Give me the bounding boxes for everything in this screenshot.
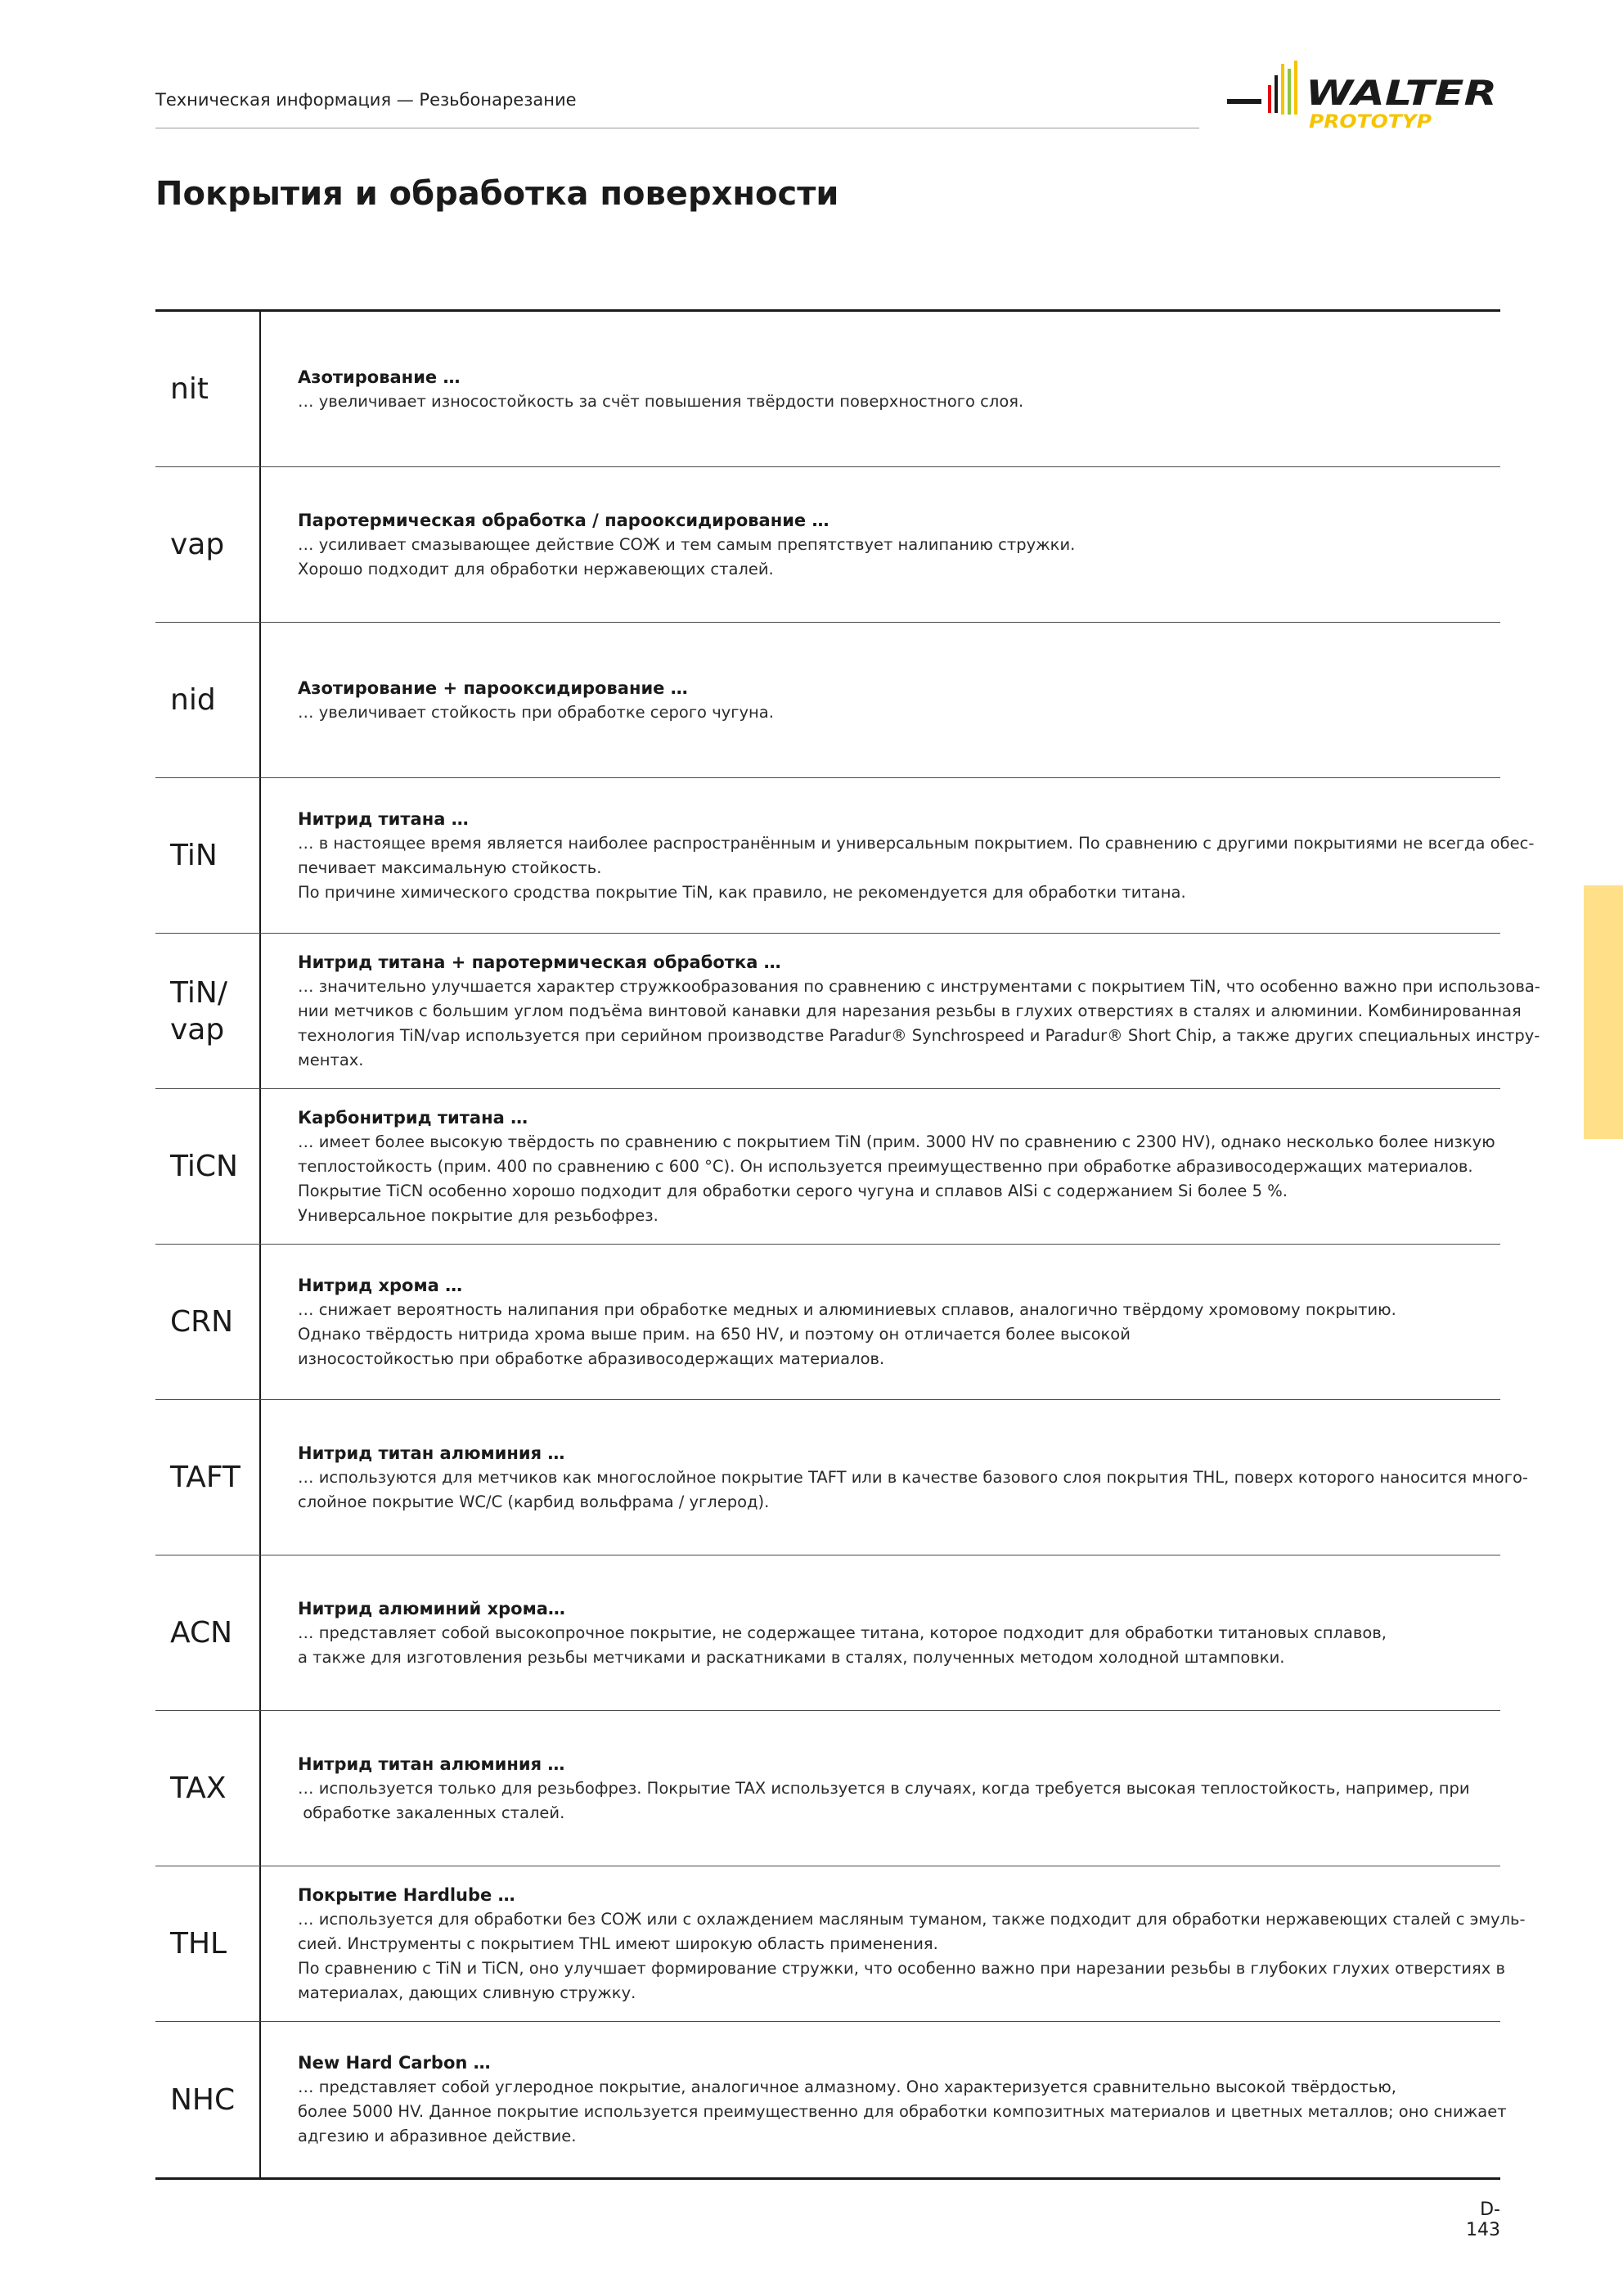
coating-code: ACN: [155, 1555, 261, 1710]
coating-text-line: ментах.: [298, 1050, 364, 1069]
coating-description: [261, 1089, 1507, 1244]
coating-code: TAX: [155, 1711, 261, 1866]
table-row: [155, 1089, 1500, 1245]
coating-title: New Hard Carbon …: [298, 2053, 491, 2073]
table-row: [155, 312, 1500, 467]
coating-code: TiCN: [155, 1089, 261, 1244]
coating-text-line: материалах, дающих сливную стружку.: [298, 1983, 636, 2002]
coating-text-line: … усиливает смазывающее действие СОЖ и тем самым препятствует налипанию стружки.: [298, 534, 1076, 554]
coating-text-line: По сравнению с TiN и TiCN, оно улучшает формирование стружки, что особенно важно при нарезании резьбы в глубоких глухих отверстиях в: [298, 1958, 1505, 1978]
coating-text-line: … имеет более высокую твёрдость по сравнению с покрытием TiN (прим. 3000 HV по сравнению с 2300 HV), однако несколько более низкую: [298, 1132, 1495, 1151]
table-row: [155, 623, 1500, 778]
coating-code: nit: [155, 312, 261, 466]
coating-title: Паротермическая обработка / парооксидирование …: [298, 510, 829, 530]
coatings-table: [155, 309, 1540, 2180]
logo-brand-text: WALTER: [1306, 73, 1497, 113]
coating-text-line: … используется для обработки без СОЖ или с охлаждением масляным туманом, также подходит для обработки нержавеющих сталей с эмуль-: [298, 1909, 1526, 1929]
table-row: [155, 1711, 1500, 1866]
page-number: D-143: [1466, 2199, 1500, 2240]
coating-text-line: печивает максимальную стойкость.: [298, 858, 602, 877]
table-row: [155, 2022, 1507, 2177]
table-row: [155, 467, 1500, 623]
coating-code: TiN/ vap: [155, 934, 261, 1088]
coating-text-line: … увеличивает износостойкость за счёт повышения твёрдости поверхностного слоя.: [298, 391, 1024, 411]
coating-text-line: слойное покрытие WC/C (карбид вольфрама / углерод).: [298, 1492, 770, 1511]
coating-description: [261, 1400, 1540, 1555]
coating-code: TiN: [155, 778, 261, 933]
coating-text-line: … представляет собой высокопрочное покрытие, не содержащее титана, которое подходит для обработки титановых сплавов,: [298, 1623, 1387, 1642]
coating-title: Нитрид хрома …: [298, 1275, 463, 1295]
coating-title: Нитрид титан алюминия …: [298, 1754, 565, 1774]
coating-code: TAFT: [155, 1400, 261, 1555]
table-row: [155, 1866, 1526, 2022]
coating-code: NHC: [155, 2022, 261, 2177]
coating-title: Нитрид титана + паротермическая обработка …: [298, 952, 781, 972]
coating-title: Нитрид титан алюминия …: [298, 1443, 565, 1463]
coating-text-line: … в настоящее время является наиболее распространённым и универсальным покрытием. По сравнению с другими покрытиями не всегда обес-: [298, 833, 1535, 853]
table-row: [155, 1555, 1500, 1711]
coating-title: Нитрид алюминий хрома…: [298, 1598, 565, 1618]
coating-description: [261, 2022, 1518, 2177]
logo-bar-red: [1268, 85, 1271, 113]
section-tab-marker: [1584, 885, 1623, 1139]
logo-bar-yellow-1: [1281, 64, 1284, 115]
coating-title: Карбонитрид титана …: [298, 1107, 528, 1128]
logo-bar-yellow-2: [1294, 61, 1297, 115]
coating-text-line: … увеличивает стойкость при обработке серого чугуна.: [298, 702, 774, 722]
coating-text-line: нии метчиков с большим углом подъёма винтовой канавки для нарезания резьбы в глухих отверстиях в сталях и алюминии. Комбинированная: [298, 1001, 1522, 1020]
coating-text-line: … значительно улучшается характер стружкообразования по сравнению с инструментами с покрытием TiN, что особенно важно при использова-: [298, 976, 1540, 996]
coating-code: nid: [155, 623, 261, 777]
coating-description: [261, 1555, 1500, 1710]
coating-text-line: … снижает вероятность налипания при обработке медных и алюминиевых сплавов, аналогично твёрдому хромовому покрытию.: [298, 1299, 1396, 1319]
coating-description: [261, 1245, 1500, 1399]
coating-title: Покрытие Hardlube …: [298, 1884, 515, 1905]
coating-text-line: По причине химического сродства покрытие TiN, как правило, не рекомендуется для обработки титана.: [298, 882, 1186, 902]
coating-text-line: технология TiN/vap используется при серийном производстве Paradur® Synchrospeed и Paradur® Short Chip, а также других специальных инстру-: [298, 1025, 1540, 1045]
coating-description: [261, 1711, 1500, 1866]
coating-description: [261, 1866, 1537, 2021]
table-row: [155, 1245, 1500, 1400]
logo-bar-black-1: [1275, 75, 1278, 113]
coating-text-line: более 5000 HV. Данное покрытие используется преимущественно для обработки композитных материалов и цветных металлов; оно снижает: [298, 2102, 1507, 2121]
coating-text-line: … используется только для резьбофрез. Покрытие TAX используется в случаях, когда требуется высокая теплостойкость, например, при: [298, 1778, 1470, 1798]
coating-text-line: Покрытие TiCN особенно хорошо подходит для обработки серого чугуна и сплавов AlSi с содержанием Si более 5 %.: [298, 1181, 1288, 1200]
coating-description: [261, 623, 1500, 777]
coating-text-line: Хорошо подходит для обработки нержавеющих сталей.: [298, 559, 774, 579]
coating-code: CRN: [155, 1245, 261, 1399]
coating-text-line: … используются для метчиков как многослойное покрытие TAFT или в качестве базового слоя покрытия THL, поверх которого наносится много-: [298, 1467, 1528, 1487]
coating-text-line: сией. Инструменты с покрытием THL имеют широкую область применения.: [298, 1934, 938, 1953]
table-row: [155, 934, 1540, 1089]
coating-description: [261, 934, 1552, 1088]
coating-text-line: а также для изготовления резьбы метчиками и раскатниками в сталях, полученных методом холодной штамповки.: [298, 1647, 1285, 1667]
coating-description: [261, 467, 1500, 622]
coating-text-line: Однако твёрдость нитрида хрома выше прим. на 650 HV, и поэтому он отличается более высокой: [298, 1324, 1131, 1344]
walter-prototyp-logo: [1227, 57, 1501, 135]
logo-dash: [1227, 99, 1261, 104]
logo-sub-text: PROTOTYP: [1309, 112, 1432, 133]
logo-bar-green: [1288, 69, 1291, 115]
table-row: [155, 778, 1535, 934]
coating-title: Нитрид титана …: [298, 808, 469, 829]
coating-title: Азотирование + парооксидирование …: [298, 678, 688, 698]
coating-text-line: износостойкостью при обработке абразивосодержащих материалов.: [298, 1348, 885, 1368]
page-title: Покрытия и обработка поверхности: [155, 175, 839, 213]
coating-code: vap: [155, 467, 261, 622]
coating-text-line: теплостойкость (прим. 400 по сравнению с 600 °C). Он используется преимущественно при обработке абразивосодержащих материалов.: [298, 1156, 1473, 1176]
breadcrumb: Техническая информация — Резьбонарезание: [155, 90, 577, 110]
coating-text-line: обработке закаленных сталей.: [298, 1803, 565, 1822]
coating-text-line: Универсальное покрытие для резьбофрез.: [298, 1205, 659, 1225]
coating-title: Азотирование …: [298, 367, 461, 387]
coating-description: [261, 312, 1500, 466]
coating-text-line: … представляет собой углеродное покрытие, аналогичное алмазному. Оно характеризуется сравнительно высокой твёрдостью,: [298, 2078, 1396, 2096]
coating-description: [261, 778, 1545, 933]
coating-code: THL: [155, 1866, 261, 2021]
coating-text-line: адгезию и абразивное действие.: [298, 2127, 577, 2145]
table-row: [155, 1400, 1528, 1555]
